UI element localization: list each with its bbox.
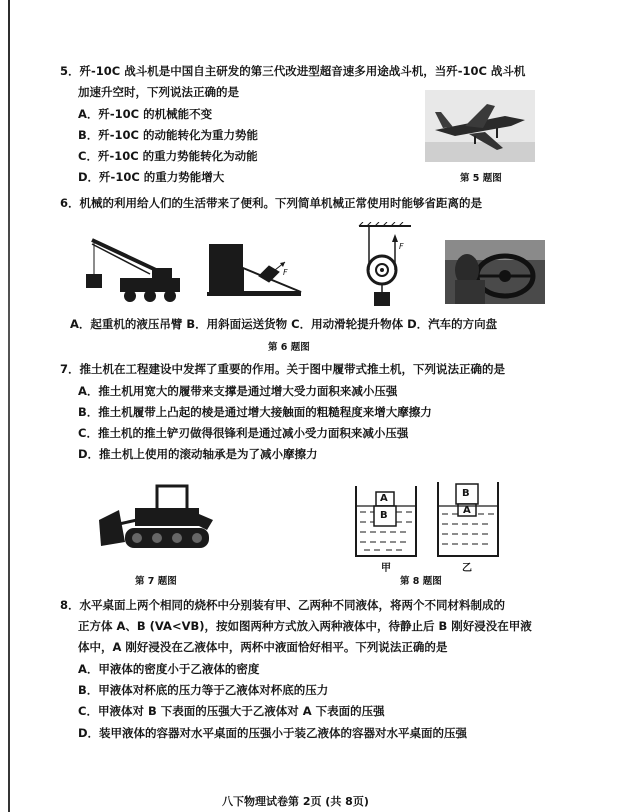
q5-option-d: D．歼-10C 的重力势能增大 — [78, 170, 225, 184]
q8-stem-line2: 正方体 A、B (VA<VB)，按如图两种方式放入两种液体中，待静止后 B 刚好浸没在甲液 — [78, 619, 532, 633]
fighter-jet-photo — [425, 90, 535, 162]
right-beaker-block-b: B — [462, 488, 470, 499]
page-margin-line — [8, 0, 10, 812]
pulley-force-label: F — [399, 242, 404, 251]
q7-option-d: D．推土机上使用的滚动轴承是为了减小摩擦力 — [78, 447, 318, 461]
left-beaker-block-a: A — [380, 493, 388, 504]
q8-option-a: A．甲液体的密度小于乙液体的密度 — [78, 662, 260, 676]
beaker-label-jia: 甲 — [381, 563, 391, 574]
steering-wheel-photo — [445, 240, 545, 304]
q8-figure-caption: 第 8 题图 — [400, 576, 442, 587]
q7-figure-caption: 第 7 题图 — [135, 576, 177, 587]
q7-option-a: A．推土机用宽大的履带来支撑是通过增大受力面积来减小压强 — [78, 384, 398, 398]
q5-option-c: C．歼-10C 的重力势能转化为动能 — [78, 149, 258, 163]
q6-stem: 6．机械的利用给人们的生活带来了便利。下列简单机械正常使用时能够省距离的是 — [60, 196, 482, 210]
beaker-label-yi: 乙 — [462, 563, 472, 574]
movable-pulley-figure — [355, 222, 415, 308]
q5-figure-caption: 第 5 题图 — [460, 173, 502, 184]
two-beakers-figure — [350, 476, 510, 564]
q8-option-b: B．甲液体对杯底的压力等于乙液体对杯底的压力 — [78, 683, 329, 697]
bulldozer-photo — [95, 480, 215, 554]
q6-options: A．起重机的液压吊臂 B．用斜面运送货物 C．用动滑轮提升物体 D．汽车的方向盘 — [70, 317, 498, 331]
q7-stem: 7．推土机在工程建设中发挥了重要的作用。关于图中履带式推土机，下列说法正确的是 — [60, 362, 505, 376]
right-beaker-block-a: A — [463, 505, 471, 516]
q7-option-b: B．推土机履带上凸起的棱是通过增大接触面的粗糙程度来增大摩擦力 — [78, 405, 432, 419]
crane-hydraulic-arm-figure — [80, 230, 188, 304]
incline-plane-figure — [205, 240, 305, 302]
q8-option-d: D．装甲液体的容器对水平桌面的压强小于装乙液体的容器对水平桌面的压强 — [78, 726, 468, 740]
page-footer: 八下物理试卷第 2页 (共 8页) — [222, 795, 369, 808]
q8-stem-line1: 8．水平桌面上两个相同的烧杯中分别装有甲、乙两种不同液体，将两个不同材料制成的 — [60, 598, 505, 612]
q5-option-b: B．歼-10C 的动能转化为重力势能 — [78, 128, 258, 142]
q5-stem-line1: 5．歼-10C 战斗机是中国自主研发的第三代改进型超音速多用途战斗机，当歼-10C 战斗机 — [60, 64, 526, 78]
q5-option-a: A．歼-10C 的机械能不变 — [78, 107, 213, 121]
incline-force-label: F — [283, 268, 288, 277]
q8-stem-line3: 体中，A 刚好浸没在乙液体中，两杯中液面恰好相平。下列说法正确的是 — [78, 640, 448, 654]
left-beaker-block-b: B — [380, 510, 388, 521]
q5-stem-line2: 加速升空时，下列说法正确的是 — [78, 85, 239, 99]
q6-figure-caption: 第 6 题图 — [268, 342, 310, 353]
q7-option-c: C．推土机的推土铲刃做得很锋利是通过减小受力面积来减小压强 — [78, 426, 409, 440]
q8-option-c: C．甲液体对 B 下表面的压强大于乙液体对 A 下表面的压强 — [78, 704, 385, 718]
